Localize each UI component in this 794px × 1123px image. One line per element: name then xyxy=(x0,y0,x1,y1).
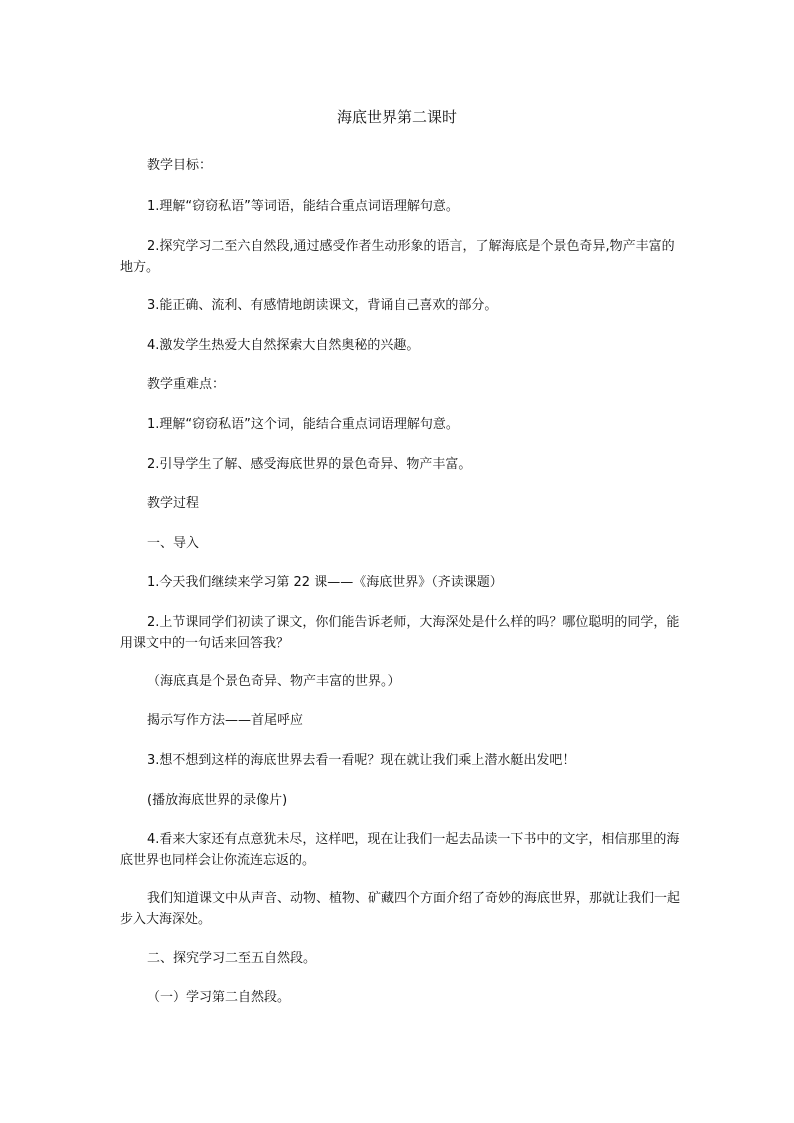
paragraph-step-2: 2.上节课同学们初读了课文，你们能告诉老师，大海深处是什么样的吗？哪位聪明的同学，能用课文中的一句话来回答我？ xyxy=(120,615,680,651)
paragraph-video-note: (播放海底世界的录像片) xyxy=(147,793,288,808)
paragraph-subsection-1: （一）学习第二自然段。 xyxy=(147,990,291,1005)
paragraph-section-1: 一、导入 xyxy=(147,536,200,551)
paragraph-keypoints-heading: 教学重难点： xyxy=(147,377,226,392)
paragraph-step-3: 3.想不想到这样的海底世界去看一看呢？现在就让我们乘上潜水艇出发吧！ xyxy=(147,753,576,768)
paragraph-section-2: 二、探究学习二至五自然段。 xyxy=(147,951,317,966)
paragraph-objective-1: 1.理解“窃窃私语”等词语，能结合重点词语理解句意。 xyxy=(147,199,459,214)
paragraph-objectives-heading: 教学目标： xyxy=(147,158,213,173)
paragraph-answer: （海底真是个景色奇异、物产丰富的世界。） xyxy=(147,674,401,689)
document-title: 海底世界第二课时 xyxy=(336,108,457,126)
paragraph-objective-2: 2.探究学习二至六自然段,通过感受作者生动形象的语言，了解海底是个景色奇异,物产丰富的地方。 xyxy=(120,239,675,275)
paragraph-step-1: 1.今天我们继续来学习第 22 课——《海底世界》（齐读课题） xyxy=(147,575,503,590)
paragraph-keypoint-2: 2.引导学生了解、感受海底世界的景色奇异、物产丰富。 xyxy=(147,457,472,472)
paragraph-keypoint-1: 1.理解“窃窃私语”这个词，能结合重点词语理解句意。 xyxy=(147,417,459,432)
paragraph-writing-method: 揭示写作方法——首尾呼应 xyxy=(147,713,304,728)
paragraph-step-4: 4.看来大家还有点意犹未尽，这样吧，现在让我们一起去品读一下书中的文字，相信那里的海底世界也同样会让你流连忘返的。 xyxy=(120,832,680,868)
paragraph-process-heading: 教学过程 xyxy=(147,496,200,511)
paragraph-intro-four-aspects: 我们知道课文中从声音、动物、植物、矿藏四个方面介绍了奇妙的海底世界，那就让我们一起步入大海深处。 xyxy=(120,891,681,927)
paragraph-objective-3: 3.能正确、流利、有感情地朗读课文，背诵自己喜欢的部分。 xyxy=(147,298,498,313)
paragraph-objective-4: 4.激发学生热爱大自然探索大自然奥秘的兴趣。 xyxy=(147,338,420,353)
